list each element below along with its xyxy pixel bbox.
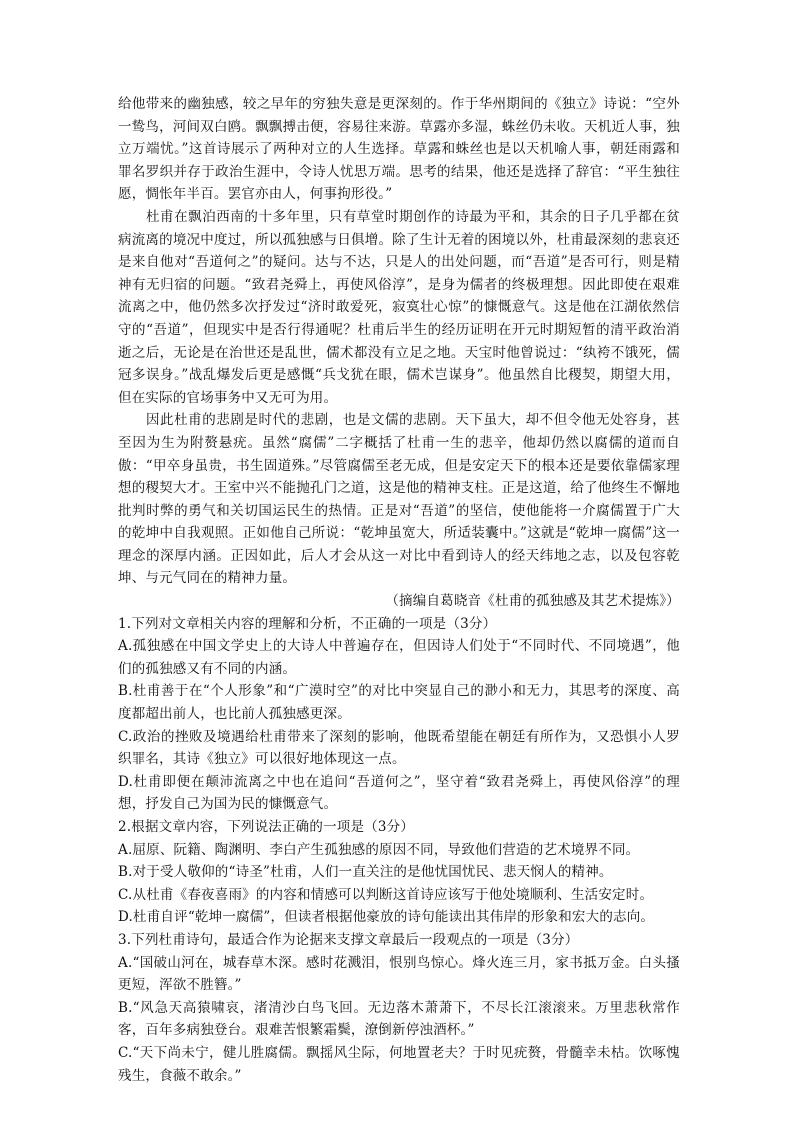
document-page <box>118 93 680 1087</box>
question-1-option-a: A.孤独感在中国文学史上的大诗人中普遍存在，但因诗人们处于“不同时代、不同境遇”，他们的孤独感又有不同的内涵。 <box>118 638 680 677</box>
source-citation: （摘编自葛晓音《杜甫的孤独感及其艺术提炼》） <box>385 593 680 610</box>
article-paragraph-3: 因此杜甫的悲剧是时代的悲剧，也是文儒的悲剧。天下虽大，却不但令他无处容身，甚至因为生为附赘悬疣。虽然“腐儒”二字概括了杜甫一生的悲辛，他却仍然以腐儒的道而自傲：“甲卒身虽贵，书生固道殊。”尽管腐儒至老无成，但是安定天下的根本还是要依靠儒家理想的稷契大才。王室中兴不能抛孔门之道，这是他的精神支柱。正是这道，给了他终生不懈地批判时弊的勇气和关切国运民生的热情。正是对“吾道”的坚信，使他能将一介腐儒置于广大的乾坤中自我观照。正如他自己所说：“乾坤虽宽大，所适装囊中。”这就是“乾坤一腐儒”这一理念的深厚内涵。正因如此，后人才会从这一对比中看到诗人的经天纬地之志，以及包容乾坤、与元气同在的精神力量。 <box>118 412 680 587</box>
question-2-option-c: C.从杜甫《春夜喜雨》的内容和情感可以判断这首诗应该写于他处境顺利、生活安定时。 <box>118 886 654 903</box>
question-3-option-c: C.“天下尚未宁，健儿胜腐儒。飘摇风尘际，何地置老夫？于时见疣赘，骨髓幸未枯。饮啄愧残生，食薇不敢余。” <box>118 1044 680 1084</box>
question-1-option-d: D.杜甫即便在颠沛流离之中也在追问“吾道何之”，坚守着“致君尧舜上，再使风俗淳”的理想，抒发自己为国为民的慷慨意气。 <box>118 773 680 813</box>
question-1-option-b: B.杜甫善于在“个人形象”和“广漠时空”的对比中突显自己的渺小和无力，其思考的深度、高度都超出前人，也比前人孤独感更深。 <box>118 683 680 723</box>
question-2-stem: 2.根据文章内容，下列说法正确的一项是（3分） <box>118 819 415 835</box>
article-paragraph-2: 杜甫在飘泊西南的十多年里，只有草堂时期创作的诗最为平和，其余的日子几乎都在贫病流离的境况中度过，所以孤独感与日俱增。除了生计无着的困境以外，杜甫最深刻的悲哀还是来自他对“吾道何之”的疑问。达与不达，只是人的出处问题，而“吾道”是否可行，则是精神有无归宿的问题。“致君尧舜上，再使风俗淳”，是身为儒者的终极理想。因此即使在艰难流离之中，他仍然多次抒发过“济时敢爱死，寂寞壮心惊”的慷慨意气。这是他在江湖依然信守的“吾道”，但现实中是否行得通呢？杜甫后半生的经历证明在开元时期短暂的清平政治消逝之后，无论是在治世还是乱世，儒术都没有立足之地。天宝时他曾说过：“纨袴不饿死，儒冠多误身。”战乱爆发后更是感慨“兵戈犹在眼，儒术岂谋身”。他虽然自比稷契，期望大用，但在实际的官场事务中又无可为用。 <box>118 208 680 406</box>
question-3-option-b: B.“风急天高猿啸哀，渚清沙白鸟飞回。无边落木萧萧下，不尽长江滚滚来。万里悲秋常作客，百年多病独登台。艰难苦恨繁霜鬓，潦倒新停浊酒杯。” <box>118 999 680 1039</box>
question-3-option-a: A.“国破山河在，城春草木深。感时花溅泪，恨别鸟惊心。烽火连三月，家书抵万金。白头搔更短，浑欲不胜簪。” <box>118 954 680 994</box>
question-1-stem: 1.下列对文章相关内容的理解和分析，不正确的一项是（3分） <box>118 615 497 632</box>
question-1-option-c: C.政治的挫败及境遇给杜甫带来了深刻的影响，他既希望能在朝廷有所作为，又恐惧小人罗织罪名，其诗《独立》可以很好地体现这一点。 <box>118 728 680 768</box>
article-paragraph-1: 给他带来的幽独感，较之早年的穷独失意是更深刻的。作于华州期间的《独立》诗说：“空外一鸷鸟，河间双白鸥。飘飘搏击便，容易往来游。草露亦多湿，蛛丝仍未收。天机近人事，独立万端忧。”这首诗展示了两种对立的人生选择。草露和蛛丝也是以天机喻人事，朝廷雨露和罪名罗织并存于政治生涯中，令诗人忧思万端。思考的结果，他还是选择了辞官：“平生独往愿，惆怅年半百。罢官亦由人，何事拘形役。” <box>118 96 680 203</box>
question-2-option-b: B.对于受人敬仰的“诗圣”杜甫，人们一直关注的是他忧国忧民、悲天悯人的精神。 <box>118 864 613 881</box>
question-3-stem: 3.下列杜甫诗句，最适合作为论据来支撑文章最后一段观点的一项是（3分） <box>118 931 579 948</box>
question-2-option-a: A.屈原、阮籍、陶渊明、李白产生孤独感的原因不同，导致他们营造的艺术境界不同。 <box>118 841 640 858</box>
question-2-option-d: D.杜甫自评“乾坤一腐儒”，但读者根据他豪放的诗句能读出其伟岸的形象和宏大的志向。 <box>118 909 655 926</box>
